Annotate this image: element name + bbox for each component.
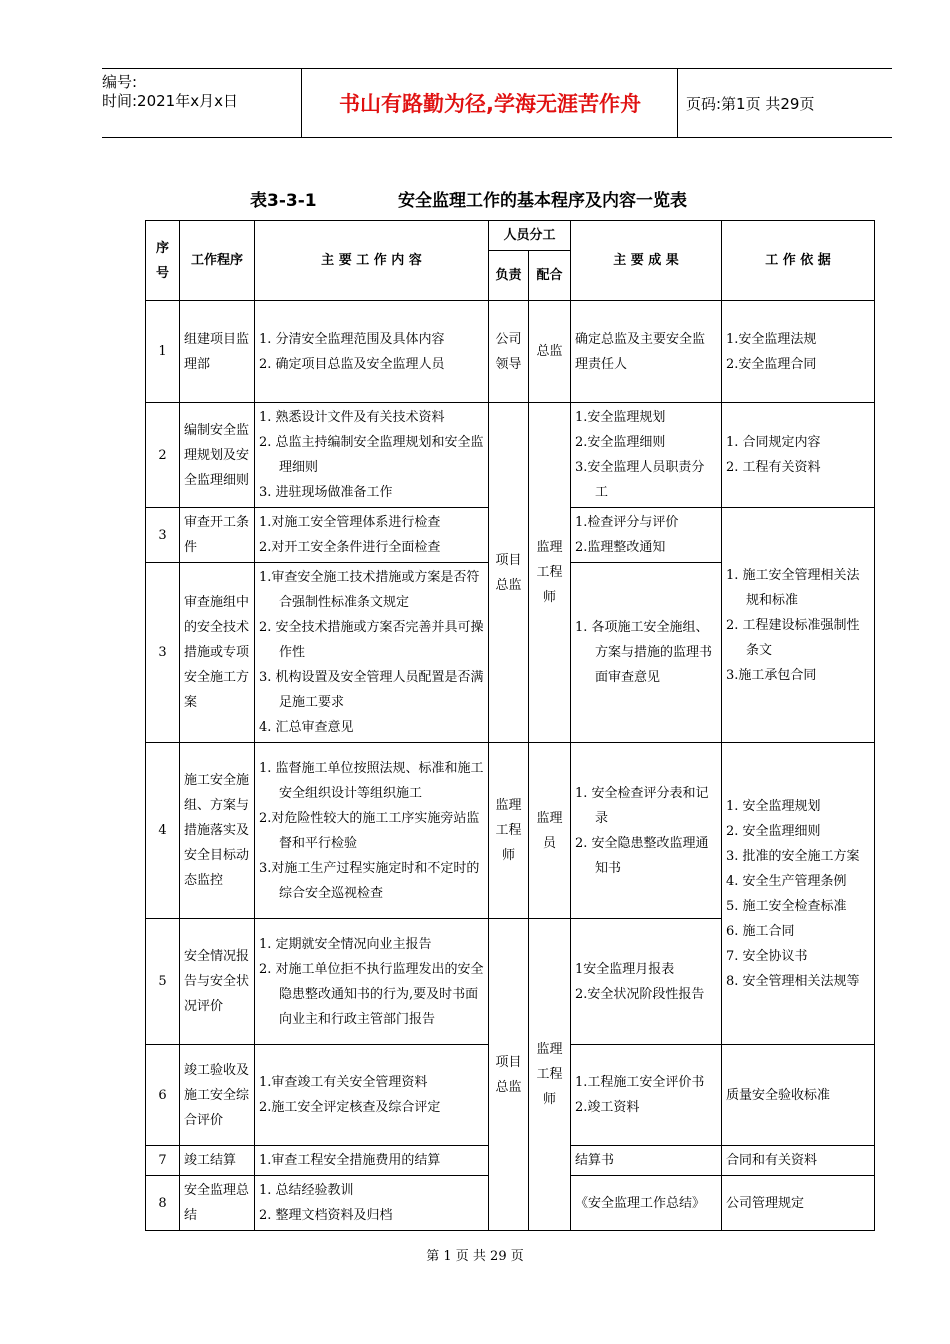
table-number: 表3-3-1 bbox=[250, 191, 317, 211]
header-assist: 配合 bbox=[529, 251, 571, 301]
list-item: 7. 安全协议书 bbox=[726, 948, 808, 964]
list-item: 2. 安全监理细则 bbox=[726, 823, 821, 839]
table-title-text: 安全监理工作的基本程序及内容一览表 bbox=[398, 191, 687, 211]
list-item: 2. 确定项目总监及安全监理人员 bbox=[259, 356, 445, 372]
list-item: 3.安全监理人员职责分工 bbox=[575, 460, 705, 500]
list-item: 1.对施工安全管理体系进行检查 bbox=[259, 515, 441, 530]
content-cell bbox=[255, 743, 489, 919]
procedure-table bbox=[145, 220, 875, 1231]
time-label: 时间:2021年x月x日 bbox=[102, 92, 238, 110]
list-item: 1. 安全检查评分表和记录 bbox=[575, 785, 709, 826]
seq-cell: 5 bbox=[146, 919, 180, 1045]
procedure-cell: 安全监理总结 bbox=[180, 1176, 255, 1231]
list-item: 2. 对施工单位拒不执行监理发出的安全隐患整改通知书的行为,要及时书面向业主和行政主管部门报告 bbox=[259, 961, 484, 1027]
seq-cell: 1 bbox=[146, 301, 180, 403]
assist-cell: 监理员 bbox=[529, 743, 571, 919]
list-item: 2. 安全技术措施或方案否完善并具可操作性 bbox=[259, 620, 484, 660]
list-item: 1安全监理月报表 bbox=[575, 961, 675, 977]
list-item: 2.安全状况阶段性报告 bbox=[575, 986, 705, 1002]
list-item: 1.安全监理法规 bbox=[726, 331, 817, 347]
list-item: 2. 工程建设标准强制性条文 bbox=[726, 617, 860, 658]
basis-cell: 质量安全验收标准 bbox=[722, 1045, 875, 1146]
lead-cell: 公司领导 bbox=[489, 301, 529, 403]
list-item: 2. 总监主持编制安全监理规划和安全监理细则 bbox=[259, 435, 484, 475]
header-staff: 人员分工 bbox=[489, 221, 571, 251]
results-cell bbox=[571, 743, 722, 919]
list-item: 2.对开工安全条件进行全面检查 bbox=[259, 540, 441, 555]
lead-cell: 项目总监 bbox=[489, 403, 529, 743]
header-lead: 负责 bbox=[489, 251, 529, 301]
list-item: 1. 安全监理规划 bbox=[726, 798, 821, 814]
content-cell: 1.审查工程安全措施费用的结算 bbox=[255, 1146, 489, 1176]
procedure-cell: 组建项目监理部 bbox=[180, 301, 255, 403]
procedure-cell: 竣工验收及施工安全综合评价 bbox=[180, 1045, 255, 1146]
header-row bbox=[146, 221, 875, 251]
procedure-cell: 审查施组中的安全技术措施或专项安全施工方案 bbox=[180, 563, 255, 743]
procedure-cell: 竣工结算 bbox=[180, 1146, 255, 1176]
list-item: 3.对施工生产过程实施定时和不定时的综合安全巡视检查 bbox=[259, 860, 480, 901]
list-item: 1. 施工安全管理相关法规和标准 bbox=[726, 567, 860, 608]
list-item: 1. 合同规定内容 bbox=[726, 435, 821, 450]
content-cell bbox=[255, 403, 489, 508]
seq-cell: 7 bbox=[146, 1146, 180, 1176]
results-cell: 确定总监及主要安全监理责任人 bbox=[571, 301, 722, 403]
list-item: 2.对危险性较大的施工工序实施旁站监督和平行检验 bbox=[259, 810, 480, 851]
results-cell: 《安全监理工作总结》 bbox=[571, 1176, 722, 1231]
list-item: 2. 整理文档资料及归档 bbox=[259, 1208, 393, 1223]
list-item: 1.工程施工安全评价书 bbox=[575, 1075, 705, 1090]
basis-cell: 公司管理规定 bbox=[722, 1176, 875, 1231]
list-item: 2.监理整改通知 bbox=[575, 540, 666, 555]
list-item: 1.安全监理规划 bbox=[575, 410, 666, 425]
results-cell: 结算书 bbox=[571, 1146, 722, 1176]
basis-cell bbox=[722, 403, 875, 508]
header-info bbox=[102, 69, 302, 137]
seq-cell: 6 bbox=[146, 1045, 180, 1146]
seq-cell: 2 bbox=[146, 403, 180, 508]
list-item: 4. 安全生产管理条例 bbox=[726, 873, 847, 889]
list-item: 3. 进驻现场做准备工作 bbox=[259, 485, 393, 500]
list-item: 6. 施工合同 bbox=[726, 923, 795, 939]
list-item: 8. 安全管理相关法规等 bbox=[726, 973, 860, 989]
list-item: 1.审查竣工有关安全管理资料 bbox=[259, 1075, 428, 1090]
list-item: 1.审查安全施工技术措施或方案是否符合强制性标准条文规定 bbox=[259, 570, 480, 610]
header-results: 主 要 成 果 bbox=[571, 221, 722, 301]
seq-cell: 4 bbox=[146, 743, 180, 919]
list-item: 1. 熟悉设计文件及有关技术资料 bbox=[259, 410, 445, 425]
list-item: 2.竣工资料 bbox=[575, 1100, 640, 1115]
number-label: 编号: bbox=[102, 73, 138, 91]
lead-cell: 项目总监 bbox=[489, 919, 529, 1231]
list-item: 5. 施工安全检查标准 bbox=[726, 898, 847, 914]
table-row bbox=[146, 301, 875, 403]
page-footer: 第 1 页 共 29 页 bbox=[426, 1249, 524, 1264]
list-item: 3.施工承包合同 bbox=[726, 667, 817, 683]
procedure-cell: 施工安全施组、方案与措施落实及安全目标动态监控 bbox=[180, 743, 255, 919]
list-item: 2.安全监理细则 bbox=[575, 435, 666, 450]
basis-cell: 合同和有关资料 bbox=[722, 1146, 875, 1176]
header-slogan: 书山有路勤为径,学海无涯苦作舟 bbox=[303, 69, 678, 137]
header-content: 主 要 工 作 内 容 bbox=[255, 221, 489, 301]
list-item: 4. 汇总审查意见 bbox=[259, 720, 354, 735]
results-cell: 1. 各项施工安全施组、方案与措施的监理书面审查意见 bbox=[571, 563, 722, 743]
assist-cell: 监理工程师 bbox=[529, 919, 571, 1231]
table-title bbox=[0, 186, 950, 210]
list-item: 2.安全监理合同 bbox=[726, 356, 817, 372]
list-item: 2.施工安全评定核查及综合评定 bbox=[259, 1100, 441, 1115]
basis-cell bbox=[722, 301, 875, 403]
table-row bbox=[146, 403, 875, 508]
table-row bbox=[146, 743, 875, 919]
content-cell bbox=[255, 1176, 489, 1231]
list-item: 3. 批准的安全施工方案 bbox=[726, 848, 860, 864]
results-cell bbox=[571, 403, 722, 508]
list-item: 1. 监督施工单位按照法规、标准和施工安全组织设计等组织施工 bbox=[259, 760, 484, 801]
list-item: 1.检查评分与评价 bbox=[575, 515, 679, 530]
lead-cell: 监理工程师 bbox=[489, 743, 529, 919]
content-cell bbox=[255, 563, 489, 743]
procedure-cell: 安全情况报告与安全状况评价 bbox=[180, 919, 255, 1045]
header-basis: 工 作 依 据 bbox=[722, 221, 875, 301]
list-item: 1. 定期就安全情况向业主报告 bbox=[259, 936, 432, 952]
seq-cell: 3 bbox=[146, 563, 180, 743]
basis-cell bbox=[722, 508, 875, 743]
seq-cell: 3 bbox=[146, 508, 180, 563]
page-header bbox=[102, 68, 892, 138]
content-cell bbox=[255, 919, 489, 1045]
list-item: 1. 分清安全监理范围及具体内容 bbox=[259, 331, 445, 347]
header-page-code: 页码:第1页 共29页 bbox=[686, 94, 815, 113]
list-item: 2. 安全隐患整改监理通知书 bbox=[575, 835, 709, 876]
basis-cell bbox=[722, 743, 875, 1045]
header-procedure: 工作程序 bbox=[180, 221, 255, 301]
seq-cell: 8 bbox=[146, 1176, 180, 1231]
procedure-cell: 审查开工条件 bbox=[180, 508, 255, 563]
results-cell bbox=[571, 508, 722, 563]
results-cell bbox=[571, 919, 722, 1045]
list-item: 2. 工程有关资料 bbox=[726, 460, 821, 475]
header-seq: 序号 bbox=[146, 221, 180, 301]
list-item: 1. 总结经验教训 bbox=[259, 1183, 354, 1198]
procedure-cell: 编制安全监理规划及安全监理细则 bbox=[180, 403, 255, 508]
list-item: 3. 机构设置及安全管理人员配置是否满足施工要求 bbox=[259, 670, 484, 710]
content-cell bbox=[255, 1045, 489, 1146]
assist-cell: 总监 bbox=[529, 301, 571, 403]
assist-cell: 监理工程师 bbox=[529, 403, 571, 743]
content-cell bbox=[255, 301, 489, 403]
content-cell bbox=[255, 508, 489, 563]
results-cell bbox=[571, 1045, 722, 1146]
